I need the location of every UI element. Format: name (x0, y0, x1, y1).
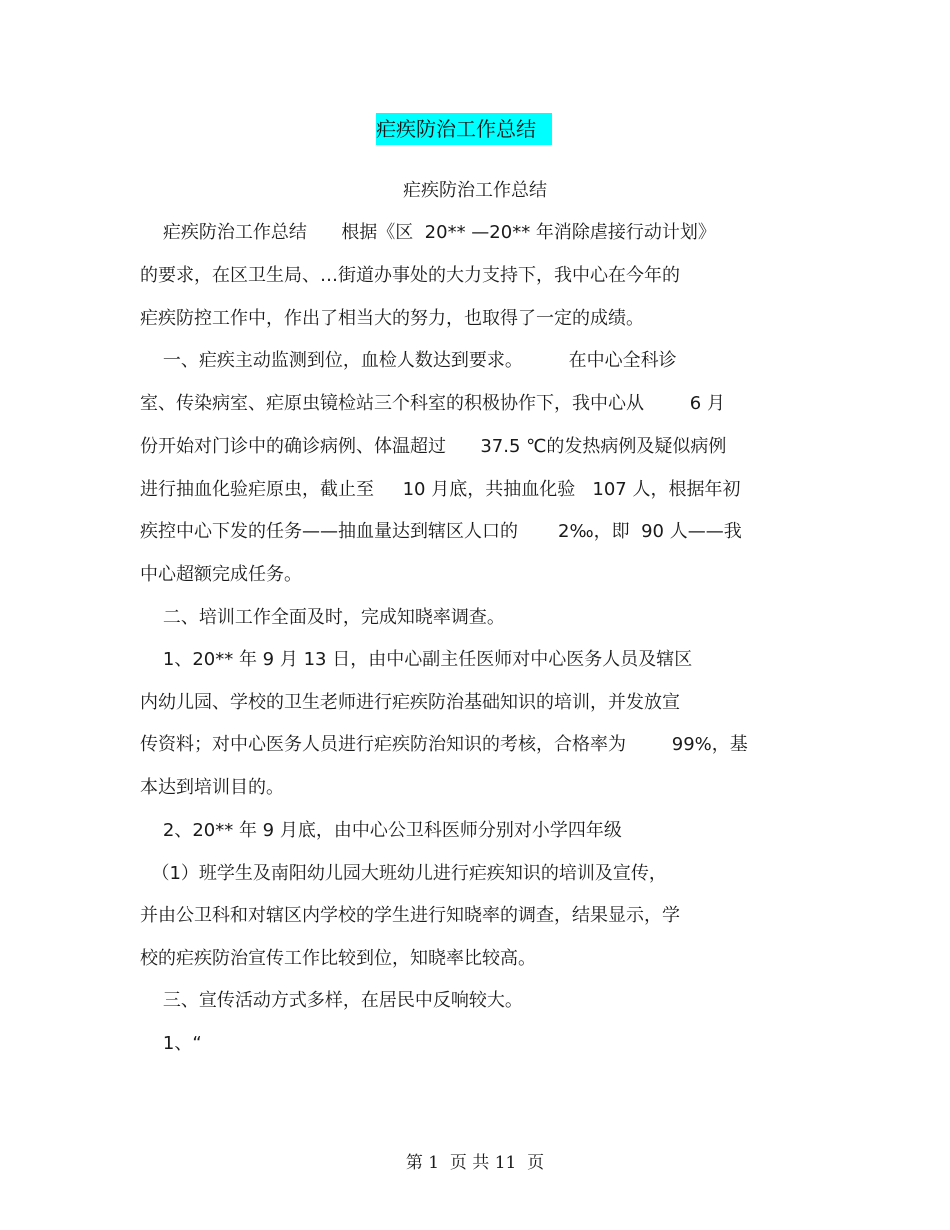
body-line: 二、培训工作全面及时，完成知晓率调查。 (140, 607, 505, 628)
body-line: 传资料；对中心医务人员进行疟疾防治知识的考核，合格率为 99%，基 (140, 734, 748, 755)
body-line: 疾控中心下发的任务——抽血量达到辖区人口的 2‰，即 90 人——我 (140, 521, 742, 542)
body-line: 2、20** 年 9 月底，由中心公卫科医师分别对小学四年级 (140, 820, 622, 841)
body-line: 并由公卫科和对辖区内学校的学生进行知晓率的调查，结果显示，学 (140, 905, 680, 926)
body-line: 份开始对门诊中的确诊病例、体温超过 37.5 ℃的发热病例及疑似病例 (140, 436, 727, 457)
body-line: 进行抽血化验疟原虫，截止至 10 月底，共抽血化验 107 人，根据年初 (140, 479, 741, 500)
body-line: 疟疾防治工作总结 根据《区 20** —20** 年消除虐接行动计划》 (140, 222, 716, 243)
body-line: 校的疟疾防治宣传工作比较到位，知晓率比较高。 (140, 948, 536, 969)
body-line: 本达到培训目的。 (140, 777, 284, 798)
document-title: 疟疾防治工作总结 (376, 113, 552, 145)
body-line: 三、宣传活动方式多样，在居民中反响较大。 (140, 990, 523, 1011)
body-line: 中心超额完成任务。 (140, 564, 302, 585)
body-line: 疟疾防控工作中，作出了相当大的努力，也取得了一定的成绩。 (140, 308, 644, 329)
page-number-footer: 第 1 页 共 11 页 (405, 1153, 545, 1173)
body-line: 的要求，在区卫生局、…街道办事处的大力支持下，我中心在今年的 (140, 265, 680, 286)
document-subtitle: 疟疾防治工作总结 (403, 180, 547, 201)
body-line: 室、传染病室、疟原虫镜检站三个科室的积极协作下，我中心从 6 月 (140, 393, 725, 414)
body-line: 1、20** 年 9 月 13 日，由中心副主任医师对中心医务人员及辖区 (140, 649, 693, 670)
body-line: 1、“ (140, 1033, 202, 1054)
body-line: （1）班学生及南阳幼儿园大班幼儿进行疟疾知识的培训及宣传， (140, 863, 667, 884)
body-line: 一、疟疾主动监测到位，血检人数达到要求。 在中心全科诊 (140, 350, 677, 371)
body-line: 内幼儿园、学校的卫生老师进行疟疾防治基础知识的培训，并发放宣 (140, 692, 680, 713)
